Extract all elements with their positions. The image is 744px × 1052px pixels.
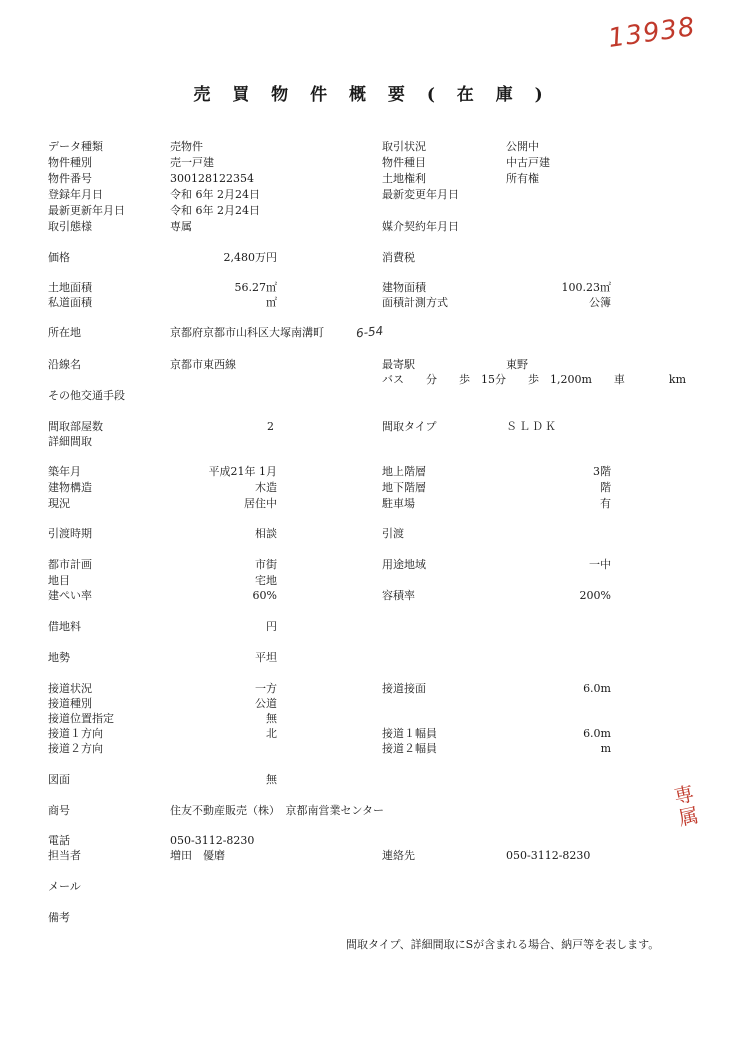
label-handover-time: 引渡時期 — [48, 527, 92, 540]
value-zoning: 一中 — [589, 558, 611, 571]
label-location: 所在地 — [48, 326, 81, 339]
value-road-dir1: 北 — [266, 727, 277, 740]
label-road-dir2: 接道２方向 — [48, 742, 103, 755]
label-email: メール — [48, 880, 81, 893]
label-room-type: 間取タイプ — [382, 420, 437, 433]
label-structure: 建物構造 — [48, 481, 92, 494]
label-floors-above: 地上階層 — [382, 465, 426, 478]
label-nearest-station: 最寄駅 — [382, 358, 415, 371]
label-remarks: 備考 — [48, 911, 70, 924]
label-floor-ratio: 容積率 — [382, 589, 415, 602]
value-parking: 有 — [600, 497, 611, 510]
value-road-width2: m — [600, 742, 611, 755]
label-road-status: 接道状況 — [48, 682, 92, 695]
value-room-count: 2 — [267, 420, 274, 433]
label-zoning: 用途地域 — [382, 558, 426, 571]
label-built-date: 築年月 — [48, 465, 81, 478]
value-transaction-mode: 専属 — [170, 220, 192, 233]
value-land-rent: 円 — [266, 620, 277, 633]
label-building-area: 建物面積 — [382, 281, 426, 294]
label-other-transport: その他交通手段 — [48, 389, 125, 402]
value-room-type: ＳＬＤＫ — [506, 420, 558, 433]
value-built-date: 平成21年 1月 — [208, 465, 277, 478]
value-current-status: 居住中 — [244, 497, 277, 510]
value-staff: 増田 優磨 — [170, 849, 225, 862]
label-parking: 駐車場 — [382, 497, 415, 510]
value-updated-date: 令和 6年 2月24日 — [170, 204, 260, 217]
label-drawing: 図面 — [48, 773, 70, 786]
value-floors-above: 3階 — [593, 465, 611, 478]
label-transaction-status: 取引状況 — [382, 140, 426, 153]
value-road-status: 一方 — [255, 682, 277, 695]
label-brokerage-date: 媒介契約年月日 — [382, 220, 459, 233]
value-location: 京都府京都市山科区大塚南溝町 — [170, 326, 324, 339]
value-drawing: 無 — [266, 773, 277, 786]
label-coverage-ratio: 建ぺい率 — [48, 589, 92, 602]
label-private-road-area: 私道面積 — [48, 296, 92, 309]
page-title: 売 買 物 件 概 要 ( 在 庫 ) — [193, 85, 551, 105]
value-phone: 050-3112-8230 — [170, 834, 255, 847]
value-private-road-area: ㎡ — [266, 296, 277, 309]
label-handover: 引渡 — [382, 527, 404, 540]
label-price: 価格 — [48, 251, 70, 264]
value-road-frontage: 6.0m — [583, 682, 611, 695]
footnote: 間取タイプ、詳細間取にSが含まれる場合、納戸等を表します。 — [346, 938, 660, 951]
value-line-name: 京都市東西線 — [170, 358, 236, 371]
value-land-rights: 所有権 — [506, 172, 539, 185]
label-city-planning: 都市計画 — [48, 558, 92, 571]
value-price: 2,480万円 — [223, 251, 277, 264]
value-building-area: 100.23㎡ — [561, 281, 611, 294]
label-land-rent: 借地料 — [48, 620, 81, 633]
label-road-frontage: 接道接面 — [382, 682, 426, 695]
value-land-area: 56.27㎡ — [234, 281, 277, 294]
value-company: 住友不動産販売（株） 京都南営業センター — [170, 804, 385, 817]
value-road-width1: 6.0m — [583, 727, 611, 740]
label-current-status: 現況 — [48, 497, 70, 510]
label-property-category: 物件種別 — [48, 156, 92, 169]
label-area-method: 面積計測方式 — [382, 296, 448, 309]
label-property-item: 物件種目 — [382, 156, 426, 169]
handwritten-stamp: 専属 — [671, 781, 701, 831]
handwritten-address-note: 6-54 — [355, 323, 384, 341]
label-land-category: 地目 — [48, 574, 70, 587]
value-data-type: 売物件 — [170, 140, 203, 153]
label-road-type: 接道種別 — [48, 697, 92, 710]
label-terrain: 地勢 — [48, 651, 70, 664]
label-property-number: 物件番号 — [48, 172, 92, 185]
label-line-name: 沿線名 — [48, 358, 81, 371]
value-handover-time: 相談 — [255, 527, 277, 540]
label-land-area: 土地面積 — [48, 281, 92, 294]
value-road-type: 公道 — [255, 697, 277, 710]
value-contact: 050-3112-8230 — [506, 849, 591, 862]
value-nearest-station: 東野 — [506, 358, 528, 371]
value-city-planning: 市街 — [255, 558, 277, 571]
label-road-position: 接道位置指定 — [48, 712, 114, 725]
label-staff: 担当者 — [48, 849, 81, 862]
label-updated-date: 最新更新年月日 — [48, 204, 125, 217]
value-registered-date: 令和 6年 2月24日 — [170, 188, 260, 201]
label-registered-date: 登録年月日 — [48, 188, 103, 201]
value-floors-below: 階 — [600, 481, 611, 494]
label-road-dir1: 接道１方向 — [48, 727, 103, 740]
label-company: 商号 — [48, 804, 70, 817]
label-floors-below: 地下階層 — [382, 481, 426, 494]
value-property-number: 300128122354 — [170, 172, 254, 185]
value-floor-ratio: 200% — [579, 589, 611, 602]
label-latest-change-date: 最新変更年月日 — [382, 188, 459, 201]
value-coverage-ratio: 60% — [252, 589, 277, 602]
handwritten-number: 13938 — [606, 12, 698, 54]
label-consumption-tax: 消費税 — [382, 251, 415, 264]
label-road-width2: 接道２幅員 — [382, 742, 437, 755]
value-area-method: 公簿 — [589, 296, 611, 309]
label-room-detail: 詳細間取 — [48, 435, 92, 448]
label-data-type: データ種類 — [48, 140, 103, 153]
value-property-item: 中古戸建 — [506, 156, 550, 169]
label-land-rights: 土地権利 — [382, 172, 426, 185]
value-land-category: 宅地 — [255, 574, 277, 587]
label-road-width1: 接道１幅員 — [382, 727, 437, 740]
label-phone: 電話 — [48, 834, 70, 847]
value-road-position: 無 — [266, 712, 277, 725]
label-room-count: 間取部屋数 — [48, 420, 103, 433]
value-structure: 木造 — [255, 481, 277, 494]
label-transaction-mode: 取引態様 — [48, 220, 92, 233]
value-property-category: 売一戸建 — [170, 156, 214, 169]
label-bus-line: バス 分 歩 15分 歩 1,200m 車 km — [382, 373, 687, 386]
value-transaction-status: 公開中 — [506, 140, 539, 153]
label-contact: 連絡先 — [382, 849, 415, 862]
value-terrain: 平坦 — [255, 651, 277, 664]
